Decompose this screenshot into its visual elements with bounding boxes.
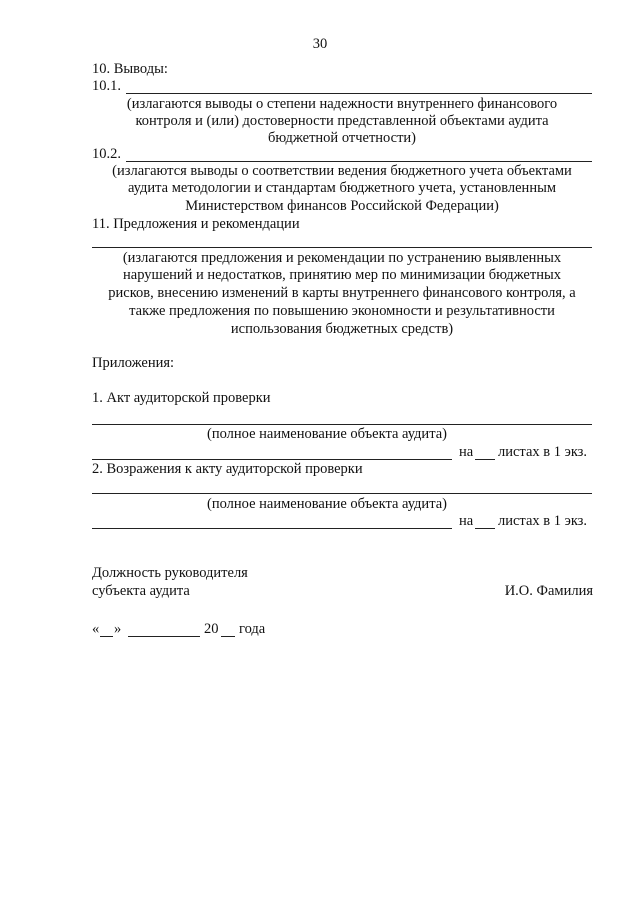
attachment-2-hint: (полное наименование объекта аудита): [207, 496, 447, 512]
attachment-2-name-line-2[interactable]: [92, 528, 452, 529]
attachment-1-name-line[interactable]: [92, 424, 592, 425]
item-10-1-fill-line[interactable]: [126, 93, 592, 94]
date-open-quote: «: [92, 621, 100, 637]
item-10-2-hint-line-3: Министерством финансов Российской Федерации): [185, 198, 499, 214]
attachment-1-sheets-text: листах в 1 экз.: [498, 444, 588, 460]
attachment-1-sheets-count[interactable]: [475, 459, 495, 460]
attachment-2-na: на: [459, 513, 474, 529]
attachment-2-sheets-count[interactable]: [475, 528, 495, 529]
item-10-1-hint-line-1: (излагаются выводы о степени надежности внутреннего финансового: [126, 96, 558, 112]
item-10-2-label: 10.2.: [92, 146, 121, 162]
attachment-2-sheets-text: листах в 1 экз.: [498, 513, 588, 529]
attachment-1-title: 1. Акт аудиторской проверки: [92, 390, 271, 406]
attachment-1-hint: (полное наименование объекта аудита): [207, 426, 447, 442]
attachment-2-title: 2. Возражения к акту аудиторской проверки: [92, 461, 363, 477]
signature-name: И.О. Фамилия: [504, 583, 593, 599]
date-day-line[interactable]: [100, 636, 113, 637]
section-11-fill-line[interactable]: [92, 247, 592, 248]
item-10-1-hint-line-2: контроля и (или) достоверности представленной объектами аудита: [135, 113, 549, 129]
date-year-line[interactable]: [221, 636, 235, 637]
item-10-2-hint-line-1: (излагаются выводы о соответствии ведения бюджетного учета объектами: [112, 163, 572, 179]
signature-position-line-1: Должность руководителя: [92, 565, 248, 581]
date-year-suffix: года: [239, 621, 266, 637]
section-11-hint-line-4: также предложения по повышению экономности и результативности: [129, 303, 555, 319]
section-11-hint-line-5: использования бюджетных средств): [230, 321, 454, 337]
item-10-1-hint-line-3: бюджетной отчетности): [267, 130, 417, 146]
signature-position-line-2: субъекта аудита: [92, 583, 190, 599]
attachment-2-name-line[interactable]: [92, 493, 592, 494]
attachment-1-name-line-2[interactable]: [92, 459, 452, 460]
date-close-quote: »: [114, 621, 122, 637]
attachment-1-na: на: [459, 444, 474, 460]
section-11-heading: 11. Предложения и рекомендации: [92, 216, 300, 232]
date-year-prefix: 20: [204, 621, 219, 637]
page-number: 30: [312, 36, 328, 52]
attachments-heading: Приложения:: [92, 355, 175, 371]
section-11-hint-line-3: рисков, внесению изменений в карты внутреннего финансового контроля, а: [108, 285, 576, 301]
section-10-heading: 10. Выводы:: [92, 61, 168, 77]
date-month-line[interactable]: [128, 636, 200, 637]
section-11-hint-line-2: нарушений и недостатков, принятию мер по минимизации бюджетных: [123, 267, 561, 283]
item-10-1-label: 10.1.: [92, 78, 121, 94]
section-11-hint-line-1: (излагаются предложения и рекомендации по устранению выявленных: [122, 250, 562, 266]
item-10-2-hint-line-2: аудита методологии и стандартам бюджетного учета, установленным: [127, 180, 556, 196]
item-10-2-fill-line[interactable]: [126, 161, 592, 162]
